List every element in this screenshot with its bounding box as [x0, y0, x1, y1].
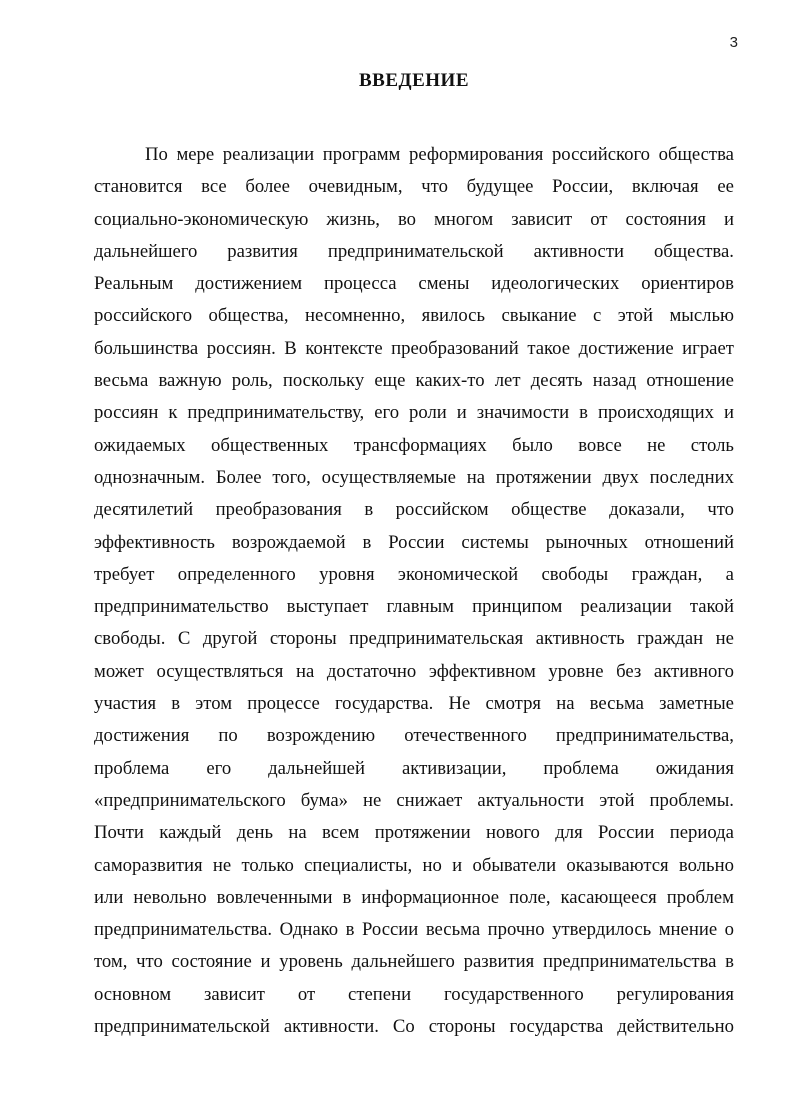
word: утвердилось: [552, 919, 652, 941]
word: очевидным,: [308, 176, 403, 198]
word: каждый: [159, 822, 222, 844]
text-line: [94, 204, 734, 236]
word: вольно: [678, 854, 734, 876]
word: российского: [551, 144, 651, 165]
word: еще: [374, 370, 406, 392]
word: другой: [202, 628, 258, 650]
text-line: [94, 979, 734, 1011]
text-line: [94, 914, 734, 946]
word: выступает: [286, 596, 369, 618]
word: информационное: [361, 886, 500, 908]
word: отношений: [644, 531, 734, 553]
word: реализации: [580, 596, 672, 618]
word: без: [616, 660, 642, 682]
text-line: [94, 753, 734, 785]
word: саморазвития: [94, 854, 203, 876]
word: предпринимательства.: [94, 919, 273, 941]
word: в: [345, 919, 355, 941]
word: том,: [94, 951, 128, 973]
text-line: [94, 527, 734, 559]
word: По: [145, 144, 168, 165]
word: весьма: [425, 919, 481, 941]
word: но: [422, 854, 442, 876]
word: дальнейшего: [351, 951, 455, 973]
word: проблемы.: [649, 789, 734, 811]
text-line: [94, 785, 734, 817]
word: его: [374, 402, 400, 424]
word: уровне: [548, 660, 604, 682]
word: мыслью: [669, 305, 734, 327]
word: достижения: [94, 725, 190, 747]
word: становится: [94, 176, 183, 198]
word: активизации,: [401, 757, 507, 779]
word: оказываются: [566, 854, 669, 876]
word: обыватели: [472, 854, 557, 876]
word: граждан,: [631, 563, 703, 585]
word: достижение: [578, 337, 674, 359]
word: не: [647, 434, 666, 456]
word: к: [168, 402, 178, 424]
word: по: [218, 725, 238, 747]
text-line: [94, 559, 734, 591]
word: мере: [176, 144, 215, 165]
word: несомненно,: [304, 305, 406, 327]
word: зависит: [204, 983, 265, 1005]
word: протяжении: [495, 466, 592, 488]
word: участия: [94, 693, 157, 715]
word: С: [177, 628, 191, 650]
word: последних: [649, 466, 734, 488]
word: предпринимательство: [94, 596, 269, 618]
word: Более: [215, 466, 262, 488]
word: предпринимательства: [542, 951, 717, 973]
text-line: [94, 365, 734, 397]
word: россиян: [94, 402, 159, 424]
word: достижением: [195, 273, 303, 295]
word: будущее: [466, 176, 534, 198]
word: жизнь,: [326, 208, 380, 230]
word: активности: [533, 240, 624, 262]
word: предпринимательская: [349, 628, 524, 650]
word: десять: [530, 370, 583, 392]
word: лет: [494, 370, 521, 392]
word: играет: [682, 337, 734, 359]
word: специалисты,: [304, 854, 413, 876]
word: столь: [690, 434, 734, 456]
word: Почти: [94, 822, 144, 844]
word: Со: [392, 1016, 415, 1038]
word: активности.: [283, 1016, 379, 1038]
word: такой: [689, 596, 734, 618]
word: предпринимательской: [94, 1016, 270, 1038]
word: процессе: [247, 693, 320, 715]
word: стороны: [269, 628, 337, 650]
text-line: [94, 688, 734, 720]
word: в: [725, 951, 734, 973]
word: роли: [409, 402, 447, 424]
page-number: 3: [729, 34, 738, 51]
text-line: [94, 236, 734, 268]
word: достаточно: [326, 660, 417, 682]
word: прочно: [487, 919, 545, 941]
word: контексте: [305, 337, 383, 359]
word: смены: [418, 273, 470, 295]
word: и: [456, 402, 467, 424]
word: для: [555, 822, 583, 844]
word: в: [171, 693, 181, 715]
word: общества.: [653, 240, 734, 262]
word: возрождению: [266, 725, 376, 747]
word: ориентиров: [641, 273, 734, 295]
word: ожидаемых: [94, 434, 186, 456]
word: многом: [434, 208, 494, 230]
word: проблема: [543, 757, 619, 779]
word: весьма: [589, 693, 644, 715]
word: или: [94, 886, 124, 908]
word: десятилетий: [94, 499, 194, 521]
word: такое: [527, 337, 571, 359]
word: государственного: [444, 983, 584, 1005]
word: зависит: [511, 208, 573, 230]
word: что: [707, 499, 734, 521]
word: Не: [448, 693, 471, 715]
word: проблем: [666, 886, 734, 908]
word: происходящих: [597, 402, 714, 424]
word: на: [466, 466, 485, 488]
word: двух: [602, 466, 639, 488]
word: системы: [461, 531, 529, 553]
word: свободы.: [94, 628, 166, 650]
word: Реальным: [94, 273, 174, 295]
word: эффективность: [94, 531, 215, 553]
text-line: [94, 397, 734, 429]
word: отношение: [646, 370, 734, 392]
word: не: [363, 789, 382, 811]
word: степени: [348, 983, 412, 1005]
word: программ: [322, 144, 401, 165]
word: активность: [535, 628, 625, 650]
word: мнение: [658, 919, 718, 941]
word: всем: [322, 822, 360, 844]
word: в: [579, 402, 588, 424]
text-line: [94, 946, 734, 978]
text-line: [94, 720, 734, 752]
word: регулирования: [616, 983, 734, 1005]
word: только: [241, 854, 294, 876]
word: экономической: [397, 563, 519, 585]
word: было: [512, 434, 553, 456]
word: государства.: [334, 693, 434, 715]
word: и: [260, 951, 271, 973]
word: основном: [94, 983, 172, 1005]
word: состояния: [625, 208, 706, 230]
word: поскольку: [282, 370, 365, 392]
word: российского: [94, 305, 193, 327]
body-paragraph: [94, 139, 734, 1043]
word: ее: [717, 176, 734, 198]
word: действительно: [617, 1016, 734, 1038]
word: предпринимательской: [327, 240, 504, 262]
word: в: [342, 886, 352, 908]
word: В: [284, 337, 297, 359]
word: «предпринимательского: [94, 789, 286, 811]
word: явилось: [421, 305, 485, 327]
word: эффективном: [428, 660, 536, 682]
word: предпринимательства,: [555, 725, 734, 747]
word: того,: [272, 466, 311, 488]
word: реформирования: [408, 144, 544, 165]
text-line: [94, 333, 734, 365]
word: во: [397, 208, 416, 230]
word: от: [590, 208, 608, 230]
text-line: [94, 591, 734, 623]
word: возрождаемой: [231, 531, 346, 553]
word: социально-экономическую: [94, 208, 309, 230]
word: развития: [227, 240, 298, 262]
word: реализации: [222, 144, 315, 165]
word: не: [212, 854, 232, 876]
text-line: [94, 1011, 734, 1043]
section-title: ВВЕДЕНИЕ: [359, 70, 469, 91]
word: невольно: [133, 886, 207, 908]
word: дальнейшей: [268, 757, 365, 779]
word: включая: [631, 176, 699, 198]
word: стороны: [428, 1016, 496, 1038]
word: Однако: [279, 919, 339, 941]
word: что: [136, 951, 163, 973]
word: дальнейшего: [94, 240, 198, 262]
text-line: [94, 430, 734, 462]
word: идеологических: [491, 273, 620, 295]
word: России: [361, 919, 419, 941]
word: осуществляемые: [321, 466, 456, 488]
word: требует: [94, 563, 155, 585]
text-line: [94, 623, 734, 655]
word: общественных: [210, 434, 329, 456]
word: главным: [386, 596, 455, 618]
word: актуальности: [477, 789, 585, 811]
word: государства: [509, 1016, 604, 1038]
word: вовсе: [578, 434, 622, 456]
word: бума»: [300, 789, 348, 811]
word: определенного: [177, 563, 296, 585]
word: смотря: [485, 693, 542, 715]
word: снижает: [396, 789, 463, 811]
word: общества: [658, 144, 734, 165]
word: России: [388, 531, 445, 553]
word: предпринимательству,: [187, 402, 365, 424]
text-line: [94, 171, 734, 203]
word: общества,: [208, 305, 289, 327]
word: состояние: [171, 951, 252, 973]
text-line: [94, 850, 734, 882]
word: граждан: [637, 628, 704, 650]
word: и: [723, 402, 734, 424]
word: его: [206, 757, 232, 779]
word: с: [592, 305, 602, 327]
word: и: [452, 854, 463, 876]
word: российском: [395, 499, 489, 521]
word: вовлеченными: [216, 886, 333, 908]
word: а: [725, 563, 734, 585]
text-line: [94, 300, 734, 332]
word: рыночных: [545, 531, 628, 553]
word: значимости: [476, 402, 570, 424]
word: трансформациях: [353, 434, 487, 456]
word: принципом: [472, 596, 563, 618]
word: доказали,: [609, 499, 685, 521]
word: периода: [669, 822, 734, 844]
word: развития: [463, 951, 535, 973]
word: свыкание: [501, 305, 577, 327]
word: этом: [195, 693, 233, 715]
word: в: [364, 499, 374, 521]
word: на: [556, 693, 575, 715]
word: назад: [592, 370, 637, 392]
word: этой: [617, 305, 654, 327]
word: поле,: [509, 886, 551, 908]
word: весьма: [94, 370, 149, 392]
word: каких-то: [415, 370, 485, 392]
text-line: [94, 139, 734, 171]
word: и: [723, 208, 734, 230]
word: роль,: [231, 370, 273, 392]
word: уровня: [319, 563, 375, 585]
word: россиян.: [206, 337, 276, 359]
text-line: [94, 268, 734, 300]
word: активного: [653, 660, 734, 682]
word: все: [201, 176, 227, 198]
text-line: [94, 817, 734, 849]
word: от: [297, 983, 316, 1005]
word: России: [598, 822, 655, 844]
word: день: [236, 822, 274, 844]
word: большинства: [94, 337, 199, 359]
word: на: [295, 660, 315, 682]
word: нового: [485, 822, 540, 844]
word: России,: [552, 176, 614, 198]
word: уровень: [279, 951, 343, 973]
word: заметные: [659, 693, 734, 715]
text-line: [94, 494, 734, 526]
word: на: [288, 822, 307, 844]
word: проблема: [94, 757, 170, 779]
word: свободы: [541, 563, 609, 585]
word: отечественного: [404, 725, 527, 747]
word: что: [421, 176, 448, 198]
word: обществе: [511, 499, 587, 521]
text-line: [94, 656, 734, 688]
word: ожидания: [655, 757, 734, 779]
word: касающееся: [560, 886, 657, 908]
word: более: [245, 176, 290, 198]
word: однозначным.: [94, 466, 206, 488]
text-line: [94, 462, 734, 494]
word: не: [715, 628, 734, 650]
word: преобразований: [391, 337, 519, 359]
word: о: [724, 919, 734, 941]
word: преобразования: [215, 499, 342, 521]
word: может: [94, 660, 144, 682]
word: в: [362, 531, 372, 553]
word: процесса: [323, 273, 397, 295]
word: важную: [158, 370, 222, 392]
word: этой: [599, 789, 635, 811]
text-line: [94, 882, 734, 914]
word: протяжении: [374, 822, 471, 844]
word: осуществляться: [156, 660, 284, 682]
